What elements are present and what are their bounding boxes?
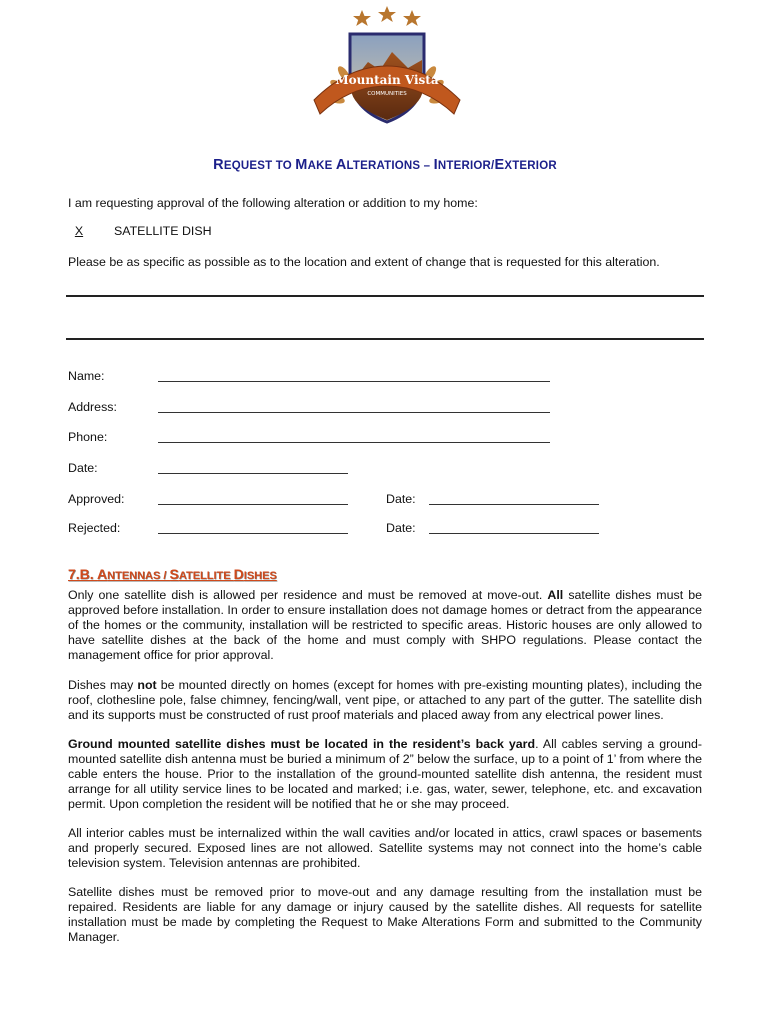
address-label: Address: xyxy=(68,400,117,414)
section-heading: 7.B. ANTENNAS / SATELLITE DISHES xyxy=(68,566,277,582)
approved-label: Approved: xyxy=(68,492,125,506)
rejected-field[interactable] xyxy=(158,533,348,534)
specific-prompt: Please be as specific as possible as to the location and extent of change that is requested for this alteration. xyxy=(68,255,660,269)
paragraph-mounting: Dishes may not be mounted directly on homes (except for homes with pre-existing mounting plates), including the roof, clothesline pole, false chimney, fencing/wall, vent pipe, or attached to any part of the gutter. The satellite dish and its supports must be constructed of rust proof materials and placed away from any electrical power lines. xyxy=(68,678,702,722)
svg-text:COMMUNITIES: COMMUNITIES xyxy=(367,91,407,97)
mountain-vista-logo xyxy=(308,4,466,130)
date-field[interactable] xyxy=(158,473,348,474)
phone-field[interactable] xyxy=(158,442,550,443)
description-line-2[interactable] xyxy=(66,338,704,340)
paragraph-one-dish: Only one satellite dish is allowed per residence and must be removed at move-out. All satellite dishes must be approved before installation. In order to ensure installation does not damage homes or detract from the appearance of the homes or the community, installation will be restricted to specific areas. Historic houses are only allowed to have satellite dishes at the back of the home and must comply with SHPO regulations. Please contact the management office for prior approval. xyxy=(68,588,702,662)
approved-date-label: Date: xyxy=(386,492,416,506)
paragraph-interior-cables: All interior cables must be internalized within the wall cavities and/or located in attics, crawl spaces or basements and properly secured. Exposed lines are not allowed. Satellite systems may not connect into the home’s cable television system. Television antennas are prohibited. xyxy=(68,826,702,870)
description-line-1[interactable] xyxy=(66,295,704,297)
approved-field[interactable] xyxy=(158,504,348,505)
name-label: Name: xyxy=(68,369,105,383)
selection-label: SATELLITE DISH xyxy=(114,224,212,238)
page-title: REQUEST TO MAKE ALTERATIONS – INTERIOR/EXTERIOR xyxy=(213,157,557,173)
phone-label: Phone: xyxy=(68,430,108,444)
rejected-date-label: Date: xyxy=(386,521,416,535)
paragraph-removal: Satellite dishes must be removed prior to move-out and any damage resulting from the installation must be repaired. Residents are liable for any damage or injury caused by the satellite dishes. All requests for satellite installation must be made by completing the Request to Make Alterations Form and submitted to the Community Manager. xyxy=(68,885,702,944)
rejected-label: Rejected: xyxy=(68,521,121,535)
date-label: Date: xyxy=(68,461,98,475)
rejected-date-field[interactable] xyxy=(429,533,599,534)
selection-mark[interactable]: X xyxy=(74,224,84,238)
address-field[interactable] xyxy=(158,412,550,413)
paragraph-ground-mounted: Ground mounted satellite dishes must be located in the resident’s back yard. All cables serving a ground-mounted satellite dish antenna must be buried a minimum of 2” below the surface, up to a point of 1’ from where the cable enters the house. Prior to the installation of the ground-mounted satellite dish antenna, the resident must arrange for all utility service lines to be located and marked; i.e. gas, water, sewer, telephone, etc. and excavation permit. Upon completion the resident will be notified that he or she may proceed. xyxy=(68,737,702,811)
intro-text: I am requesting approval of the following alteration or addition to my home: xyxy=(68,196,478,210)
svg-text:Mountain Vista: Mountain Vista xyxy=(335,73,439,87)
star-icon xyxy=(353,6,421,26)
approved-date-field[interactable] xyxy=(429,504,599,505)
name-field[interactable] xyxy=(158,381,550,382)
